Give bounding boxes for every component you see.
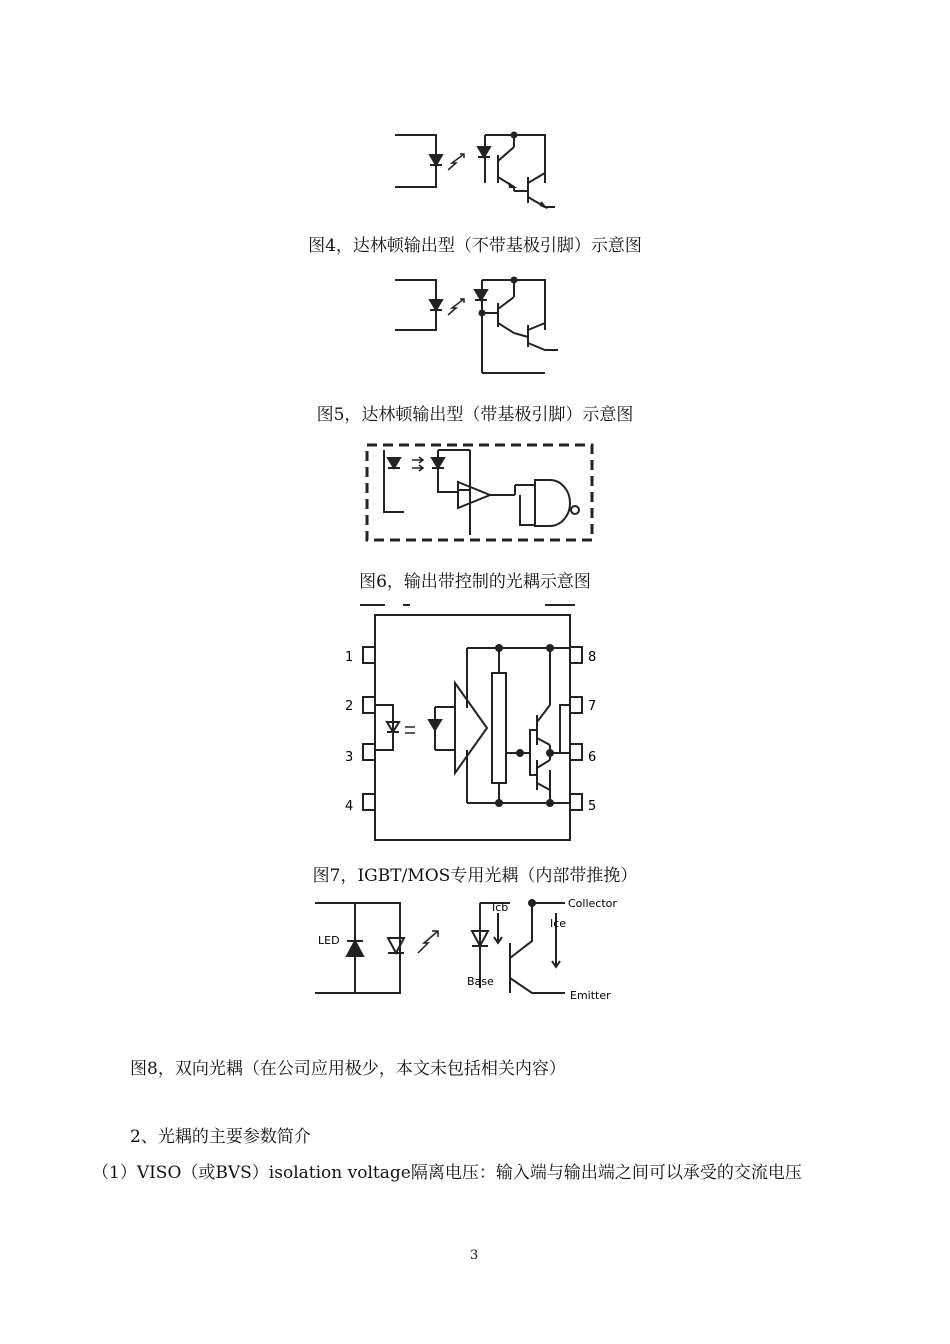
section-heading: 2、光耦的主要参数简介 (130, 1127, 311, 1147)
figure-7-caption: 图7，IGBT/MOS专用光耦（内部带推挽） (312, 866, 638, 886)
pin-3: 3 (345, 750, 354, 765)
emitter-label: Emitter (570, 989, 611, 1002)
base-label: Base (467, 975, 494, 988)
ice-label: Ice (550, 917, 567, 930)
collector-label: Collector (568, 897, 617, 910)
figure-5-caption: 图5，达林顿输出型（带基极引脚）示意图 (316, 405, 634, 425)
pin-5: 5 (588, 799, 597, 814)
figure-4-caption: 图4，达林顿输出型（不带基极引脚）示意图 (308, 236, 642, 256)
pin-6: 6 (588, 750, 597, 765)
icb-label: Icb (492, 901, 509, 914)
pin-4: 4 (345, 799, 354, 814)
figure-7-igbt-mos-driver (335, 600, 615, 845)
pin-8: 8 (588, 650, 597, 665)
paragraph-viso: （1）VISO（或BVS）isolation voltage隔离电压：输入端与输出端之间可以承受的交流电压 (92, 1163, 802, 1183)
pin-7: 7 (588, 699, 597, 714)
figure-6-controlled-output (360, 440, 600, 545)
figure-5-darlington-with-base (380, 275, 570, 375)
pin-2: 2 (345, 699, 354, 714)
figure-8-bidirectional (310, 893, 630, 1008)
figure-4-darlington-no-base (380, 125, 570, 215)
figure-8-caption: 图8，双向光耦（在公司应用极少，本文未包括相关内容） (130, 1059, 566, 1079)
pin-1: 1 (345, 650, 354, 665)
page-number: 3 (470, 1248, 479, 1263)
figure-6-caption: 图6，输出带控制的光耦示意图 (359, 572, 591, 592)
led-label: LED (318, 934, 340, 947)
